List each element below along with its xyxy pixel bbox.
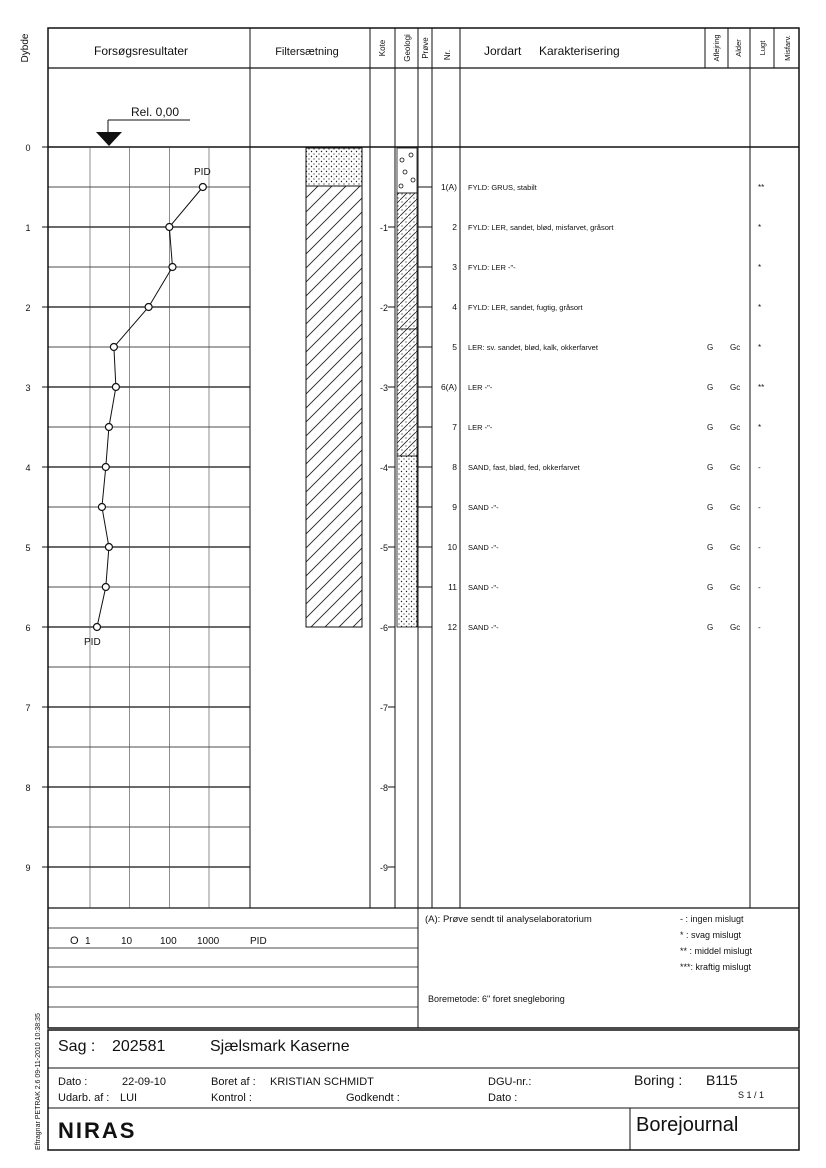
pid-point bbox=[112, 384, 119, 391]
pid-point bbox=[105, 424, 112, 431]
depth-tick-label: 8 bbox=[25, 783, 31, 793]
title-block bbox=[48, 1028, 799, 1150]
legend-tick-100: 100 bbox=[160, 936, 177, 947]
geology-clay bbox=[397, 329, 417, 456]
sample-aflejring: G bbox=[707, 503, 714, 512]
geology-fill-clay bbox=[397, 193, 417, 329]
dato-value: 22-09-10 bbox=[122, 1076, 167, 1088]
side-text: Eftragnar PETRAK 2.6 09-11-2010 10:38:35 bbox=[35, 1013, 42, 1150]
header-jordart: Jordart bbox=[484, 44, 522, 58]
dato-label: Dato : bbox=[58, 1076, 88, 1088]
sample-lugt: * bbox=[758, 303, 762, 312]
header-nr: Nr. bbox=[443, 49, 452, 61]
kote-axis bbox=[380, 223, 395, 873]
sample-aflejring: G bbox=[707, 463, 714, 472]
sample-lugt: - bbox=[758, 543, 761, 552]
dgu-label: DGU-nr.: bbox=[488, 1076, 532, 1088]
udarb-label: Udarb. af : bbox=[58, 1092, 110, 1104]
odor-legend-3: ***: kraftig mislugt bbox=[680, 962, 752, 972]
sample-number: 1(A) bbox=[440, 182, 457, 192]
sample-description: FYLD: LER, sandet, blød, misfarvet, gråsort bbox=[468, 223, 614, 232]
kote-tick-label: -2 bbox=[379, 303, 389, 313]
sample-lugt: ** bbox=[758, 183, 765, 192]
depth-tick-label: 7 bbox=[25, 703, 31, 713]
depth-tick-label: 0 bbox=[25, 143, 31, 153]
depth-axis bbox=[25, 143, 48, 873]
header-filtersaetning: Filtersætning bbox=[275, 46, 339, 58]
dato2-label: Dato : bbox=[488, 1092, 518, 1104]
pid-chart-grid bbox=[48, 147, 250, 908]
sample-number: 6(A) bbox=[440, 382, 457, 392]
header-prove: Prøve bbox=[421, 37, 430, 59]
sample-alder: Gc bbox=[730, 623, 741, 632]
legend-tick-1: 1 bbox=[85, 936, 91, 947]
depth-tick-label: 6 bbox=[25, 623, 31, 633]
header-dybde: Dybde bbox=[20, 33, 31, 63]
sample-lugt: * bbox=[758, 263, 762, 272]
sample-description: LER -"- bbox=[468, 383, 493, 392]
sag-number: 202581 bbox=[112, 1038, 166, 1055]
header-misfarv: Misfarv. bbox=[783, 35, 792, 61]
sample-note: (A): Prøve sendt til analyselaboratorium bbox=[425, 914, 592, 925]
pid-point bbox=[105, 544, 112, 551]
odor-legend-0: - : ingen mislugt bbox=[680, 914, 744, 924]
kontrol-label: Kontrol : bbox=[211, 1092, 252, 1104]
pid-line bbox=[97, 187, 203, 627]
pid-point bbox=[199, 184, 206, 191]
sample-number: 11 bbox=[448, 582, 457, 592]
sample-alder: Gc bbox=[730, 463, 741, 472]
reference-triangle-icon bbox=[96, 132, 122, 146]
sample-lugt: - bbox=[758, 503, 761, 512]
sample-alder: Gc bbox=[730, 503, 741, 512]
legend-o-label: O bbox=[70, 935, 79, 947]
header-karakterisering: Karakterisering bbox=[539, 44, 620, 58]
depth-tick-label: 9 bbox=[25, 863, 31, 873]
sample-number: 4 bbox=[452, 302, 457, 312]
filter-sand-top bbox=[306, 148, 362, 186]
kote-tick-label: -8 bbox=[379, 783, 389, 793]
header-forsogsresultater: Forsøgsresultater bbox=[93, 44, 189, 58]
sample-description: SAND -"- bbox=[468, 623, 499, 632]
sample-description: SAND -"- bbox=[468, 543, 499, 552]
boring-label: Boring : bbox=[634, 1072, 683, 1088]
depth-tick-label: 2 bbox=[25, 303, 31, 313]
sample-lugt: * bbox=[758, 423, 762, 432]
pid-point bbox=[98, 504, 105, 511]
header-alder: Alder bbox=[734, 39, 743, 57]
sample-rows bbox=[418, 182, 764, 632]
sample-lugt: - bbox=[758, 623, 761, 632]
depth-tick-label: 4 bbox=[25, 463, 31, 473]
sample-lugt: ** bbox=[758, 383, 765, 392]
sample-description: FYLD: LER -"- bbox=[468, 263, 516, 272]
kote-tick-label: -6 bbox=[379, 623, 389, 633]
header-geologi: Geologi bbox=[403, 34, 412, 62]
header-aflejring: Aflejring bbox=[712, 34, 721, 62]
sample-lugt: * bbox=[758, 223, 762, 232]
sample-aflejring: G bbox=[707, 343, 714, 352]
sample-lugt: - bbox=[758, 463, 761, 472]
filter-screen-hatch bbox=[306, 186, 362, 627]
pid-point bbox=[145, 304, 152, 311]
main-frame bbox=[48, 28, 799, 1028]
godkendt-label: Godkendt : bbox=[346, 1092, 400, 1104]
udarb-value: LUI bbox=[120, 1092, 138, 1104]
kote-tick-label: -1 bbox=[379, 223, 389, 233]
header-kote: Kote bbox=[378, 39, 387, 57]
legend-unit: PID bbox=[250, 936, 267, 947]
pid-series bbox=[93, 184, 206, 631]
legend-tick-10: 10 bbox=[121, 936, 133, 947]
doc-type: Borejournal bbox=[636, 1114, 739, 1136]
header-lugt: Lugt bbox=[758, 40, 767, 56]
pid-point bbox=[102, 584, 109, 591]
pid-point bbox=[110, 344, 117, 351]
sag-label: Sag : bbox=[58, 1038, 96, 1055]
geology-sand bbox=[397, 456, 417, 627]
geology-gravel bbox=[397, 148, 417, 193]
pid-point bbox=[102, 464, 109, 471]
depth-tick-label: 1 bbox=[25, 223, 31, 233]
sample-number: 9 bbox=[452, 502, 457, 512]
legend-tick-1000: 1000 bbox=[197, 936, 220, 947]
sample-number: 12 bbox=[447, 622, 457, 632]
kote-tick-label: -3 bbox=[379, 383, 389, 393]
sample-description: LER -"- bbox=[468, 423, 493, 432]
sample-aflejring: G bbox=[707, 623, 714, 632]
depth-tick-label: 3 bbox=[25, 383, 31, 393]
sample-alder: Gc bbox=[730, 343, 741, 352]
boret-label: Boret af : bbox=[211, 1076, 256, 1088]
pid-point bbox=[169, 264, 176, 271]
sample-number: 2 bbox=[452, 222, 457, 232]
niras-logo: NIRAS bbox=[58, 1118, 137, 1143]
boring-value: B115 bbox=[706, 1072, 738, 1088]
sample-description: SAND -"- bbox=[468, 583, 499, 592]
sample-aflejring: G bbox=[707, 543, 714, 552]
odor-legend-1: * : svag mislugt bbox=[680, 930, 742, 940]
pid-top-label: PID bbox=[194, 167, 211, 178]
sample-description: FYLD: GRUS, stabilt bbox=[468, 183, 537, 192]
sample-number: 5 bbox=[452, 342, 457, 352]
sample-description: SAND -"- bbox=[468, 503, 499, 512]
kote-tick-label: -9 bbox=[379, 863, 389, 873]
sample-aflejring: G bbox=[707, 423, 714, 432]
sample-aflejring: G bbox=[707, 383, 714, 392]
kote-tick-label: -4 bbox=[379, 463, 389, 473]
sample-number: 10 bbox=[447, 542, 457, 552]
sample-lugt: * bbox=[758, 343, 762, 352]
page-number: S 1 / 1 bbox=[738, 1090, 765, 1100]
sample-number: 8 bbox=[452, 462, 457, 472]
sample-alder: Gc bbox=[730, 423, 741, 432]
boret-value: KRISTIAN SCHMIDT bbox=[270, 1076, 374, 1088]
sample-lugt: - bbox=[758, 583, 761, 592]
sample-description: FYLD: LER, sandet, fugtig, gråsort bbox=[468, 303, 583, 312]
pid-bottom-label: PID bbox=[84, 637, 101, 648]
sample-number: 3 bbox=[452, 262, 457, 272]
method-note: Boremetode: 6" foret snegleboring bbox=[428, 994, 565, 1004]
pid-point bbox=[93, 624, 100, 631]
reference-label: Rel. 0,00 bbox=[131, 105, 180, 119]
sample-alder: Gc bbox=[730, 543, 741, 552]
project-name: Sjælsmark Kaserne bbox=[210, 1038, 350, 1055]
kote-tick-label: -7 bbox=[379, 703, 389, 713]
sample-description: SAND, fast, blød, fed, okkerfarvet bbox=[468, 463, 580, 472]
sample-alder: Gc bbox=[730, 583, 741, 592]
odor-legend-2: ** : middel mislugt bbox=[680, 946, 753, 956]
pid-legend bbox=[48, 908, 418, 1028]
depth-tick-label: 5 bbox=[25, 543, 31, 553]
sample-aflejring: G bbox=[707, 583, 714, 592]
sample-description: LER: sv. sandet, blød, kalk, okkerfarvet bbox=[468, 343, 598, 352]
pid-point bbox=[166, 224, 173, 231]
sample-number: 7 bbox=[452, 422, 457, 432]
sample-alder: Gc bbox=[730, 383, 741, 392]
kote-tick-label: -5 bbox=[379, 543, 389, 553]
